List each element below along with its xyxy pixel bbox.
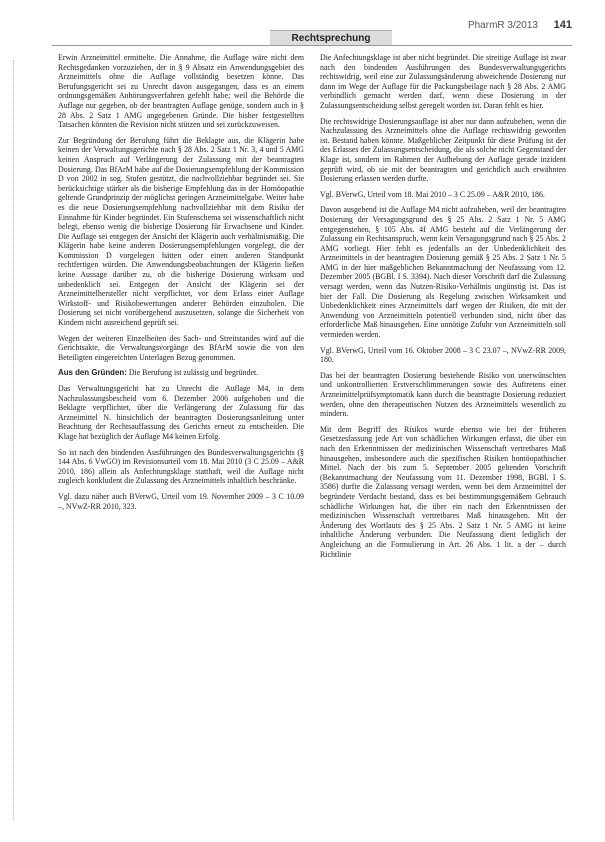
right-column [320,53,566,831]
reasons-text: Die Berufung ist zulässig und begründet. [128,368,259,378]
paragraph: Davon ausgehend ist die Auflage M4 nicht aufzuheben, weil der beantragten Dosierung der Versagungsgrund des § 25 Abs. 2 Satz 1 Nr. 5 AMG entgegenstehen, § 105 Abs. 4f AMG besteht auf die Verlängerung der Zulassung ein Rechtsanspruch, wenn kein Versagungsgrund nach § 25 Abs. 2 AMG vorliegt. Hier fehlt es jedenfalls an der Unbedenklichkeit des Arzneimittels in der beantragten Dosierung gemäß § 25 Abs. 2 Satz 1 Nr. 5 AMG in der hier maßgeblichen Bekanntmachung der Neufassung vom 12. Dezember 2005 (BGBl. I S. 3394). Nach dieser Vorschrift darf die Zulassung versagt werden, wenn das Nutzen-Risiko-Verhältnis ungünstig ist. Das ist hier der Fall. Die Dosierung als Regelung zwischen Wirksamkeit und Unbedenklichkeit eines Arzneimittels darf wegen der Risiken, die mit der Anwendung von Arzneimitteln potentiell verbunden sind, nicht über das erforderliche Maß hinausgehen. Eine unnötige Zufuhr von Arzneimitteln soll vermieden werden. [320,205,566,340]
page-header [52,20,572,46]
paragraph: Das bei der beantragten Dosierung bestehende Risiko von unerwünschten und unkontrollierten Erstverschlimmerungen sowie des Auftretens einer Arzneimittelprüfsymptomatik kann durch die beantragte Dosierung reduziert werden, ohne den therapeutischen Nutzen des Arzneimittels wesentlich zu mindern. [320,370,566,419]
paragraph: Zur Begründung der Berufung führt die Beklagte aus, die Klägerin habe keinen der Verwaltungsgerichte nach § 28 Abs. 2 Satz 1 Nr. 3, 4 und 5 AMG keinen Anspruch auf Verlängerung der Zulassung mit der beantragten Dosierung. Das BfArM habe auf die Dosierungsempfehlung der Kommission D von 2002 in sog. Stufen gestützt, die nachvollziehbar begründet sei. Sie berücksichtige stärker als die bisherige Empfehlung das in der Homöopathie geltende Grundprinzip der möglichst geringen Arzneimittelgabe. Weiter habe es die neue Dosierungsempfehlung nachvollziehbar mit dem Risiko der Einnahme für Kinder begründet. Ein Stufenschema sei wissenschaftlich nicht belegt, ebenso wenig die bisherige Dosierung für Erwachsene und Kinder. Die Auflage sei entgegen der Ansicht der Klägerin auch verhältnismäßig. Die Klägerin habe keine anderen Dosierungsempfehlungen vorgelegt, die der Kommission D vorgelegen hätten oder einen anderen Standpunkt rechtfertigen würden. Die Anwendungsbeobachtungen der Klägerin ließen keine Aussage darüber zu, ob die bisherige Dosierung wirksam und unbedenklich sei. Entgegen der Ansicht der Klägerin sei der Arzneimittelhersteller nicht verpflichtet, vor dem Erlass einer Auflage Wirkstoff- und Risikobewertungen anderer Behörden einzuholen. Die Dosierung sei nicht vorübergehend auszusetzen, solange die Sicherheit von Kindern nicht ausreichend geprüft sei. [58,135,304,328]
paragraph: Die Anfechtungsklage ist aber nicht begründet. Die streitige Auflage ist zwar nach den bindenden Ausführungen des Bundesverwaltungsgerichts rechtswidrig, weil eine zur Zulassungsänderung abweichende Dosierung nur dann im Wege der Auflage für die Packungsbeilage nach § 28 Abs. 2 AMG verbindlich gemacht werden darf, wenn diese Dosierung in der Zulassungsentscheidung selbst geregelt worden ist. Daran fehlt es hier. [320,53,566,110]
page-number: 141 [553,19,572,31]
paragraph: Erwin Arzneimittel ermittelte. Die Annahme, die Auflage wäre nicht dem Rechtsgedanken vorzuziehen, der in § 9 Absatz ein Anwendungsgebiet des Arzneimittels ohne die Auflage vollständig besetzen könne. Das Berufungsgericht sei zu Unrecht davon ausgegangen, dass es an einem ordnungsgemäßen Anhörungsverfahren gefehlt habe; weil die Behörde die Auflage nur gegeben, ob der beantragten Auflage genüge, sondern auch in § 28 Abs. 2 Satz 1 AMG angegebenen Gründe. Die bisher festgestellten Tatsachen könnten die Revision nicht stützen und sei zurückzuweisen. [58,53,304,130]
header-rule [52,45,572,46]
paragraph: Das Verwaltungsgericht hat zu Unrecht die Auflage M4, in dem Nachzulassungsbescheid vom 6. Dezember 2006 aufgehoben und die Beklagte verpflichtet, über die Verlängerung der Zulassung für das Arzneimittel N. hinsichtlich der beantragten Dosierungsanleitung unter Beachtung der Rechtsauffassung des Gerichts erneut zu entscheiden. Die Klage hat bezüglich der Auflage M4 keinen Erfolg. [58,384,304,441]
paragraph: So ist nach den bindenden Ausführungen des Bundesverwaltungsgerichts (§ 144 Abs. 6 VwGO) im Revisionsurteil vom 18. Mai 2010 (3 C 25.09 – A&R 2010, 186) allein als Anfechtungsklage statthaft, weil die Auflage nicht zugleich konkludent die Zulassung des Arzneimittels inhaltlich beschränke. [58,447,304,486]
section-title: Rechtsprechung [270,30,392,46]
citation: Vgl. dazu näher auch BVerwG, Urteil vom 19. November 2009 – 3 C 10.09 –, NVwZ-RR 2010, 323. [58,491,304,511]
paragraph: Wegen der weiteren Einzelheiten des Sach- und Streitstandes wird auf die Gerichtsakte, die Verwaltungsvorgänge des BfArM sowie die von den Beteiligten eingereichten Unterlagen Bezug genommen. [58,333,304,362]
citation: Vgl. BVerwG, Urteil vom 18. Mai 2010 – 3 C 25.09 – A&R 2010, 186. [320,189,545,199]
left-column [58,53,304,831]
reasons-heading: Aus den Gründen: [58,368,127,378]
reasons-paragraph [58,368,304,378]
paragraph: Mit dem Begriff des Risikos wurde ebenso wie bei der früheren Gesetzesfassung jede Art von schädlichen Wirkungen erfasst, die über ein nach den Erkenntnissen der medizinischen Wissenschaft vertretbares Maß hinausgehen, insbesondere auch die spezifischen Risiken homöopathischer Mittel. Nach der bis zum 5. September 2005 geltenden Vorschrift (Bekanntmachung der Neufassung vom 11. Dezember 1998, BGBl. I S. 3586) durfte die Zulassung versagt werden, wenn bei dem Arzneimittel der begründete Verdacht bestand, dass es bei bestimmungsgemäßem Gebrauch schädliche Wirkungen hat, die über ein nach den Erkenntnissen der medizinischen Wissenschaft vertretbares Maß hinausgehen. Mit der Änderung des Wortlauts des § 25 Abs. 2 Satz 1 Nr. 5 AMG ist keine inhaltliche Änderung verbunden. Die Neufassung dient lediglich der Angleichung an die Formulierung in Art. 26 Abs. 1 lit. a der – durch Richtlinie [320,424,566,559]
margin-line [13,60,14,820]
journal-name: PharmR 3/2013 [467,20,538,31]
paragraph: Die rechtswidrige Dosierungsauflage ist aber nur dann aufzuheben, wenn die Nachzulassung des Arzneimittels ohne die Auflage rechtswidrig geworden ist. Bestand haben könnte. Maßgeblicher Zeitpunkt für diese Prüfung ist der des Erlasses der Zulassungsentscheidung, die als solche nicht Gegenstand der Klage ist, sondern im Rahmen der Aufhebung der Auflage gerade inzident geprüft wird, ob sie mit der beantragten und gerichtlich auch erwähnten Dosierung erlassen werden durfte. [320,116,566,184]
citation: Vgl. BVerwG, Urteil vom 16. Oktober 2008 – 3 C 23.07 –, NVwZ-RR 2009, 180. [320,345,566,365]
